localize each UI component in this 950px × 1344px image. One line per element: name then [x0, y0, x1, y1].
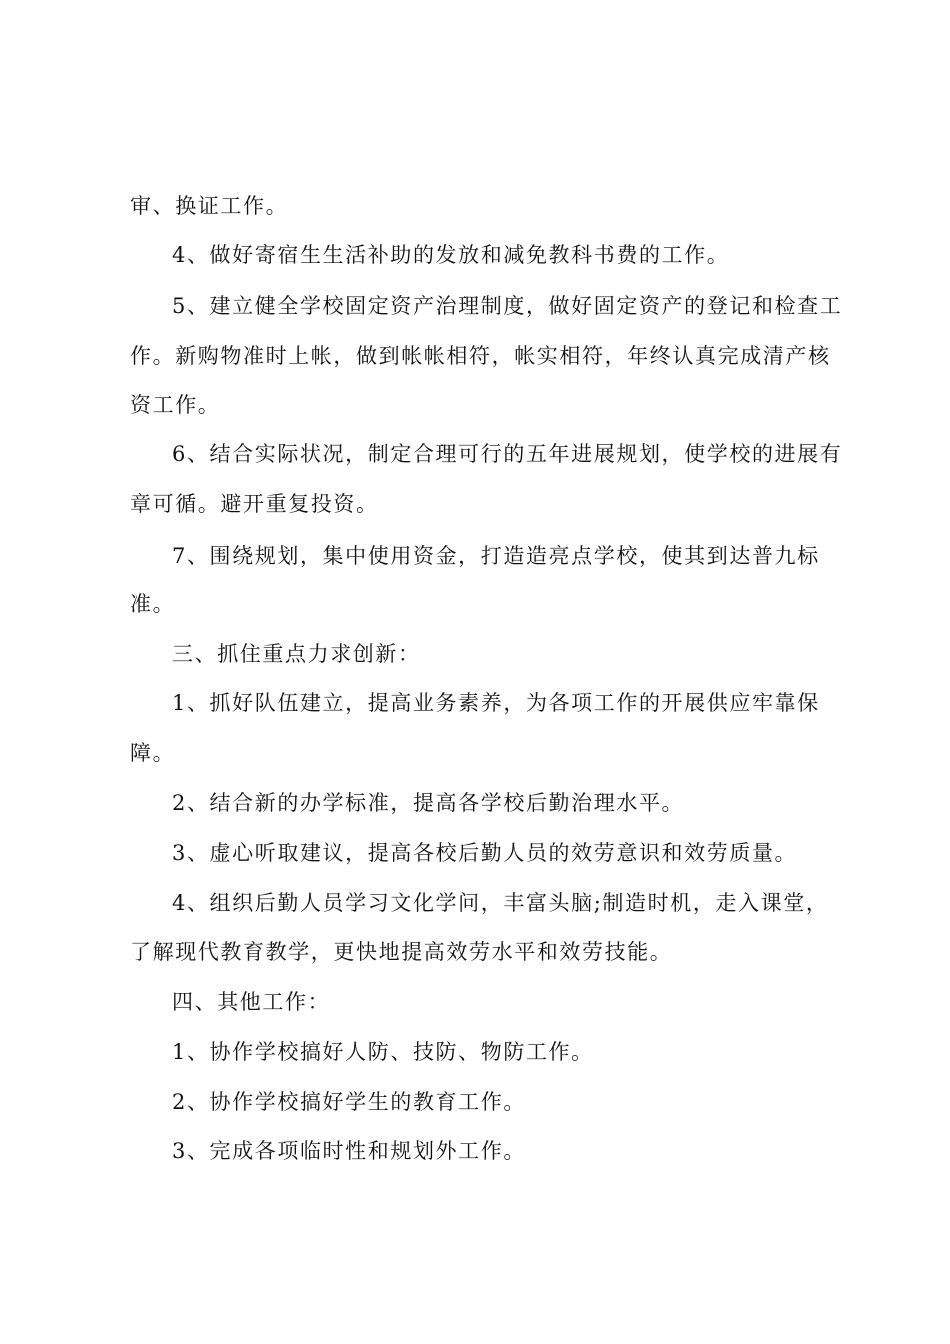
text-line: 1、协作学校搞好人防、技防、物防工作。 [172, 1040, 594, 1064]
text-line: 1、抓好队伍建立，提高业务素养，为各项工作的开展供应牢靠保 [172, 691, 820, 715]
text-line: 障。 [130, 741, 176, 765]
text-line: 4、组织后勤人员学习文化学问，丰富头脑;制造时机，走入课堂， [172, 891, 829, 915]
text-line: 2、协作学校搞好学生的教育工作。 [172, 1090, 526, 1114]
text-line: 2、结合新的办学标准，提高各学校后勤治理水平。 [172, 791, 685, 815]
text-line: 3、完成各项临时性和规划外工作。 [172, 1139, 526, 1163]
text-line: 了解现代教育教学，更快地提高效劳水平和效劳技能。 [130, 940, 673, 964]
text-line: 7、围绕规划，集中使用资金，打造造亮点学校，使其到达普九标 [172, 544, 820, 568]
text-line: 4、做好寄宿生生活补助的发放和减免教科书费的工作。 [172, 243, 730, 267]
text-line: 章可循。避开重复投资。 [130, 492, 379, 516]
text-line: 3、虚心听取建议，提高各校后勤人员的效劳意识和效劳质量。 [172, 841, 798, 865]
text-line: 准。 [130, 592, 176, 616]
text-line: 6、结合实际状况，制定合理可行的五年进展规划，使学校的进展有 [172, 442, 843, 466]
text-line: 作。新购物准时上帐，做到帐帐相符，帐实相符，年终认真完成清产核 [130, 344, 831, 368]
text-line: 资工作。 [130, 393, 221, 417]
text-line: 审、换证工作。 [130, 194, 289, 218]
section-heading: 三、抓住重点力求创新： [172, 642, 421, 666]
section-heading: 四、其他工作： [172, 990, 331, 1014]
text-line: 5、建立健全学校固定资产治理制度，做好固定资产的登记和检查工 [172, 294, 843, 318]
